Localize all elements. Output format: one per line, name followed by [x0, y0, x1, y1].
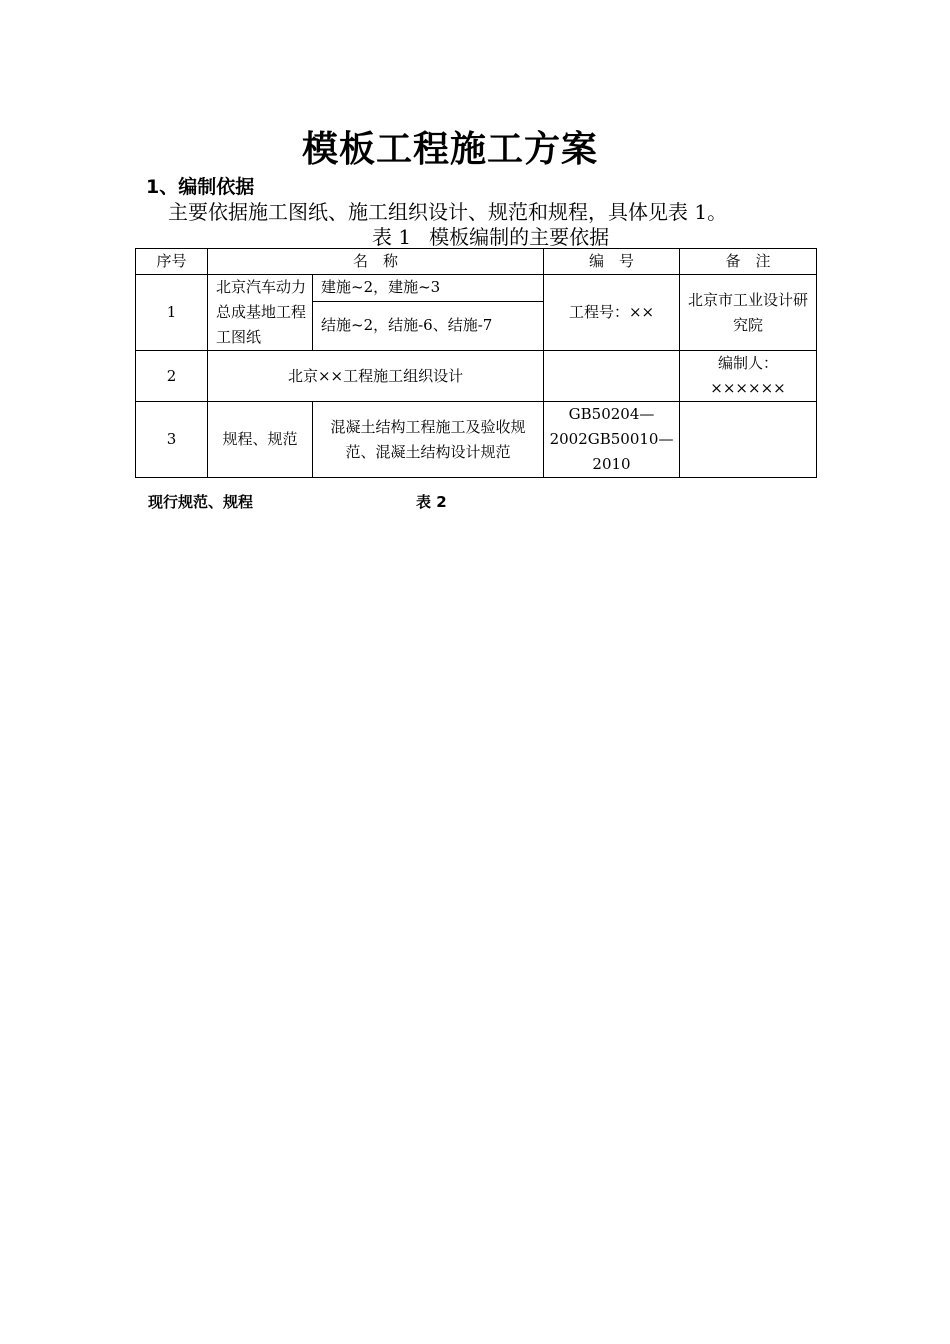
- row3-name: 规程、规范: [208, 402, 313, 478]
- row1-no: 1: [136, 275, 208, 351]
- table-caption: [372, 224, 609, 250]
- header-code: 编 号: [544, 249, 680, 275]
- table-caption-text: 模板编制的主要依据: [429, 225, 610, 249]
- header-name: 名 称: [208, 249, 544, 275]
- section-heading: 1、编制依据: [146, 176, 255, 198]
- row1-remark: 北京市工业设计研究院: [680, 275, 817, 351]
- table-caption-number: 表 1: [372, 225, 412, 249]
- table-row: [136, 402, 817, 478]
- row2-name: 北京××工程施工组织设计: [208, 351, 544, 402]
- row1-sub2: 结施~2，结施-6、结施-7: [313, 301, 544, 350]
- row3-no: 3: [136, 402, 208, 478]
- table-header-row: [136, 249, 817, 275]
- basis-table: [135, 248, 817, 478]
- row1-sub1: 建施~2，建施~3: [313, 275, 544, 302]
- table2-label: 表 2: [416, 493, 447, 511]
- row2-code: [544, 351, 680, 402]
- table-row: [136, 351, 817, 402]
- header-remark: 备 注: [680, 249, 817, 275]
- row1-code: 工程号：××: [544, 275, 680, 351]
- row2-no: 2: [136, 351, 208, 402]
- table-row: [136, 275, 817, 302]
- row3-remark: [680, 402, 817, 478]
- row3-detail: 混凝土结构工程施工及验收规范、混凝土结构设计规范: [313, 402, 544, 478]
- table2-title: 现行规范、规程: [148, 493, 254, 511]
- row1-name: 北京汽车动力总成基地工程工图纸: [208, 275, 313, 351]
- intro-paragraph: 主要依据施工图纸、施工组织设计、规范和规程，具体见表 1。: [168, 200, 728, 224]
- row2-remark: 编制人：××××××: [680, 351, 817, 402]
- document-title: 模板工程施工方案: [301, 129, 598, 170]
- header-no: 序号: [136, 249, 208, 275]
- row3-code: GB50204—2002GB50010—2010: [544, 402, 680, 478]
